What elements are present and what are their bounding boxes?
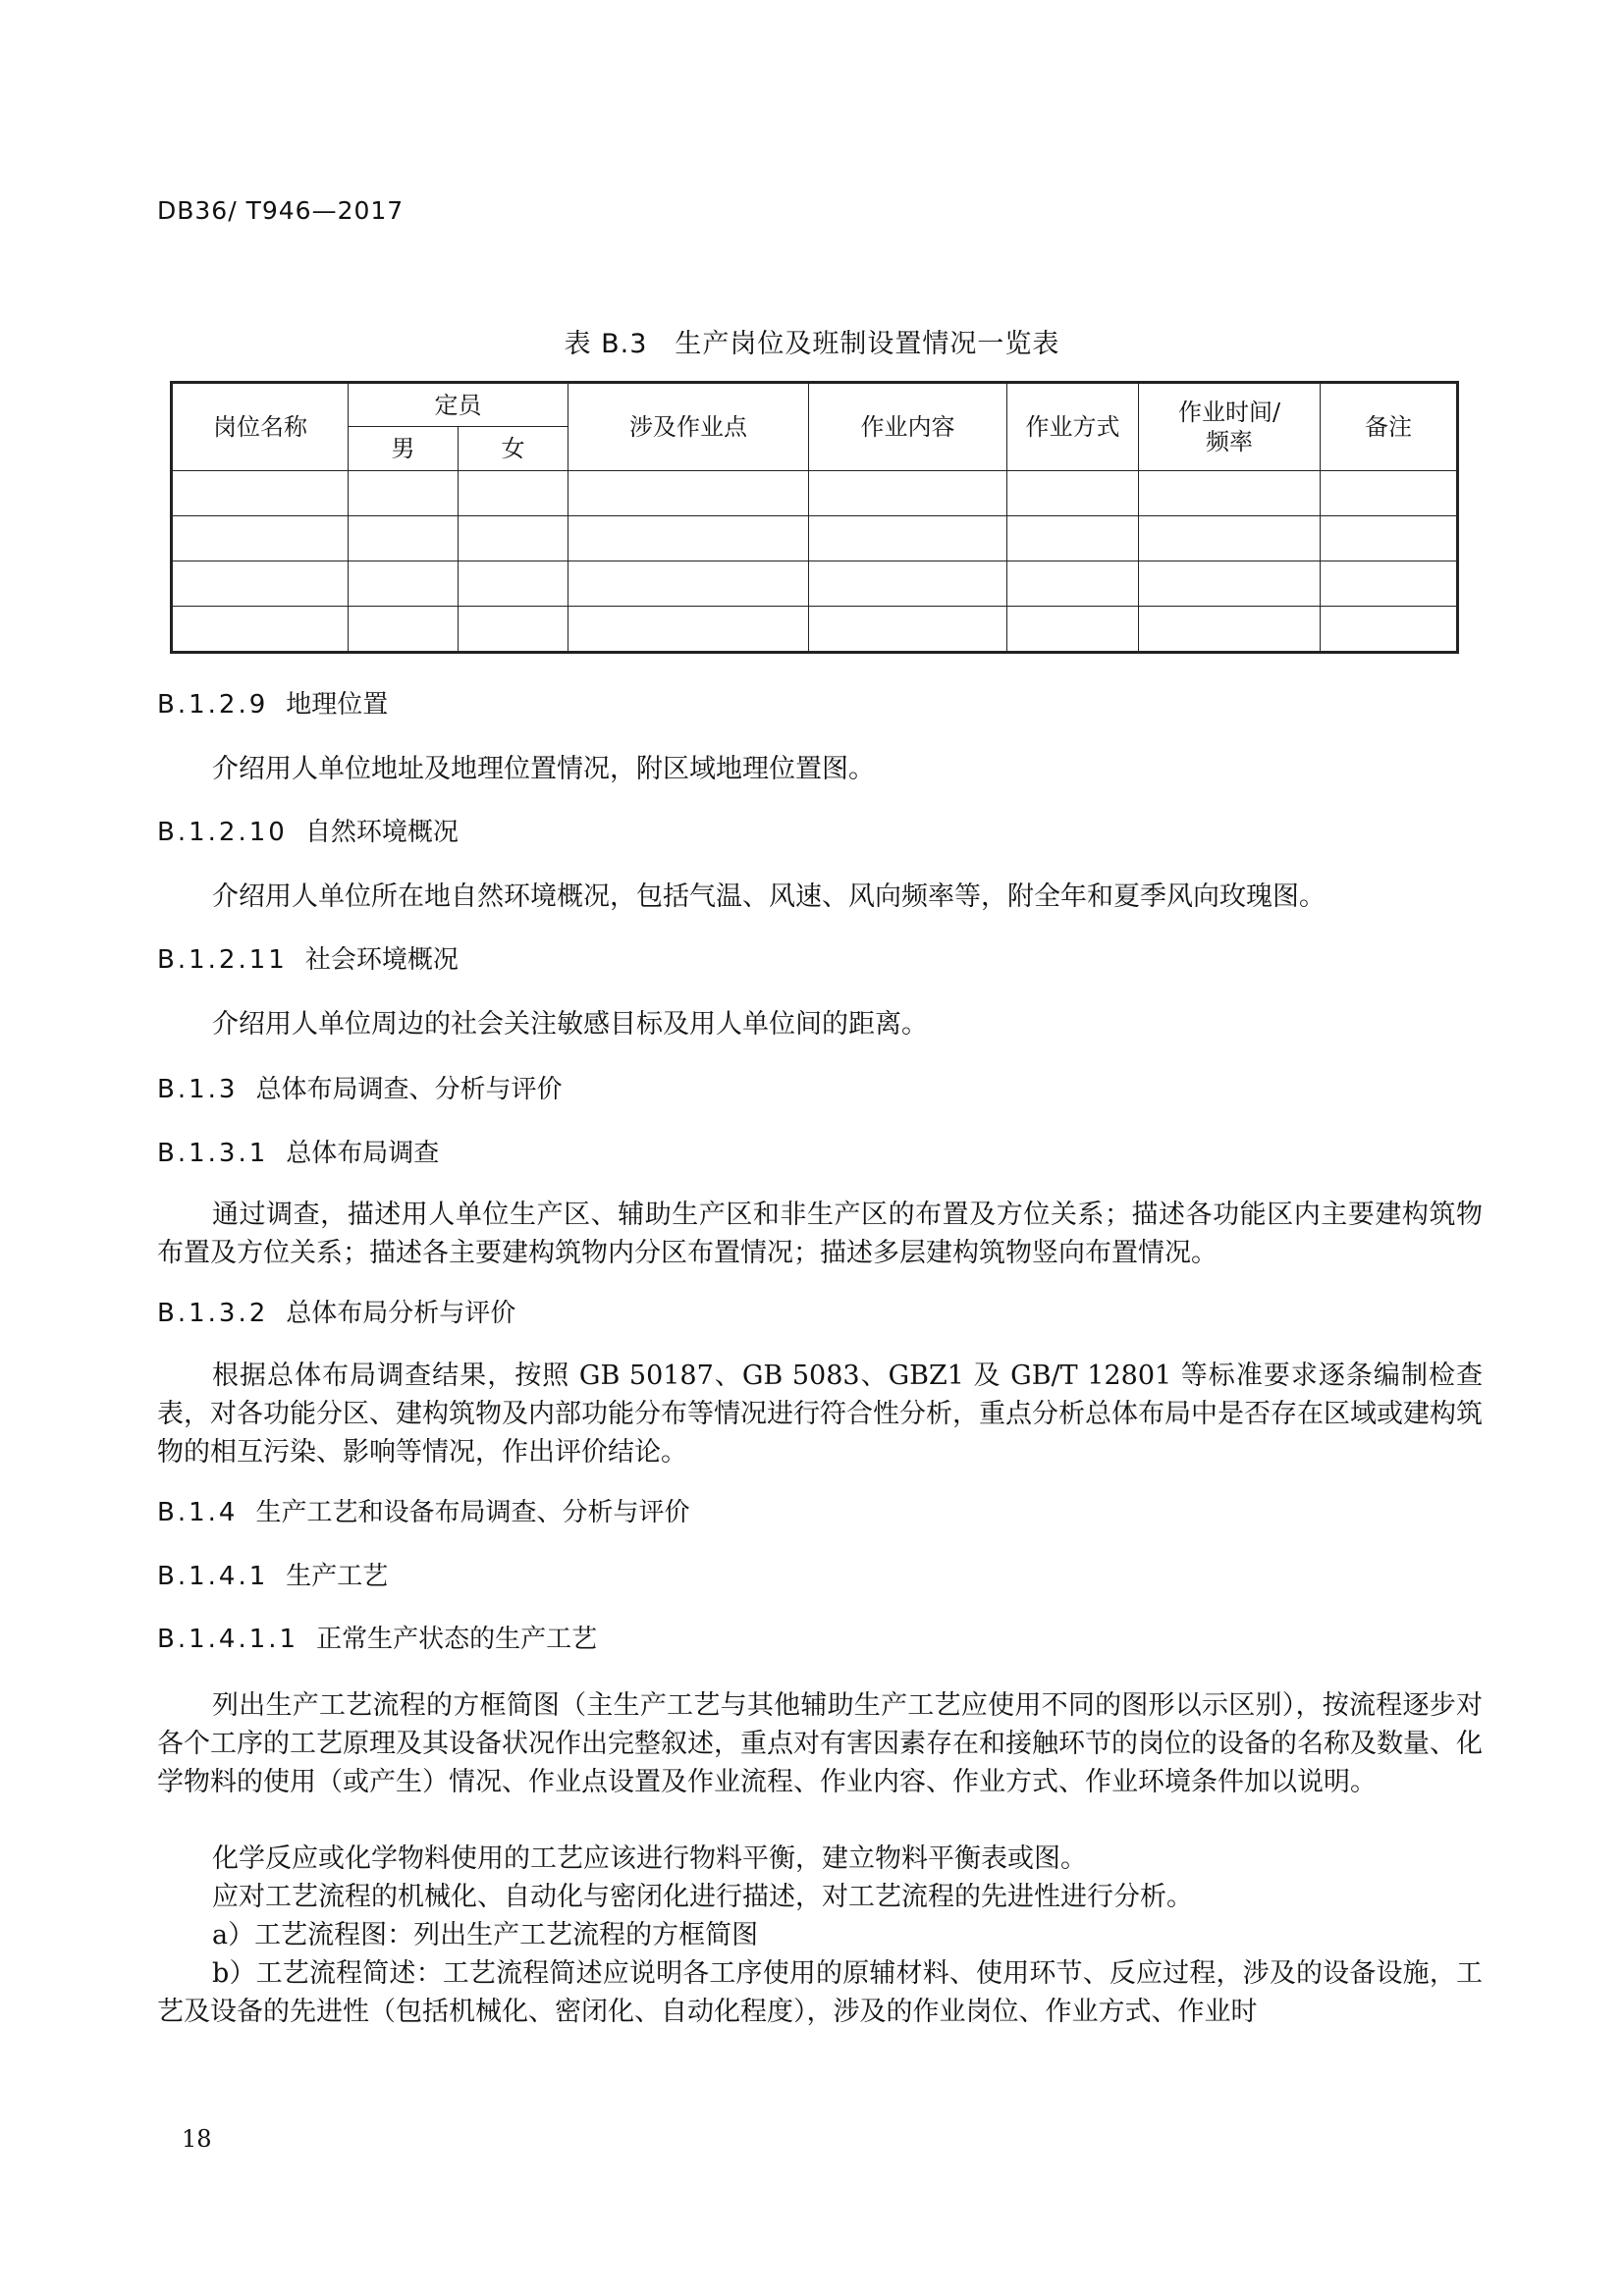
table-row xyxy=(172,607,1458,653)
header-work-mode: 作业方式 xyxy=(1007,383,1139,471)
section-heading: B.1.2.10 自然环境概况 xyxy=(157,818,459,847)
paragraph: 通过调查，描述用人单位生产区、辅助生产区和非生产区的布置及方位关系；描述各功能区内主要建构筑物布置及方位关系；描述各主要建构筑物内分区布置情况；描述多层建构筑物竖向布置情况。 xyxy=(157,1200,1483,1268)
section-heading: B.1.4.1.1 正常生产状态的生产工艺 xyxy=(157,1625,598,1654)
header-staffing: 定员 xyxy=(349,383,568,427)
header-female: 女 xyxy=(459,427,568,471)
paragraph: 介绍用人单位周边的社会关注敏感目标及用人单位间的距离。 xyxy=(212,1009,928,1040)
header-work-content: 作业内容 xyxy=(809,383,1007,471)
paragraph: 化学反应或化学物料使用的工艺应该进行物料平衡，建立物料平衡表或图。 xyxy=(212,1843,1087,1874)
table-title: 表 B.3 生产岗位及班制设置情况一览表 xyxy=(564,329,1060,359)
paragraph: b）工艺流程简述：工艺流程简述应说明各工序使用的原辅材料、使用环节、反应过程，涉及的设备设施，工艺及设备的先进性（包括机械化、密闭化、自动化程度），涉及的作业岗位、作业方式、作业时 xyxy=(157,1958,1483,2027)
section-heading: B.1.4 生产工艺和设备布局调查、分析与评价 xyxy=(157,1498,690,1527)
page-number: 18 xyxy=(182,2125,212,2153)
section-heading: B.1.3.1 总体布局调查 xyxy=(157,1139,440,1168)
header-male: 男 xyxy=(349,427,459,471)
section-heading: B.1.4.1 生产工艺 xyxy=(157,1562,389,1591)
section-heading: B.1.2.11 社会环境概况 xyxy=(157,945,459,975)
header-post-name: 岗位名称 xyxy=(172,383,349,471)
paragraph: 根据总体布局调查结果，按照 GB 50187、GB 5083、GBZ1 及 GB/T 12801 等标准要求逐条编制检查表，对各功能分区、建构筑物及内部功能分布等情况进行符合性分析，重点分析总体布局中是否存在区域或建构筑物的相互污染、影响等情况，作出评价结论。 xyxy=(157,1361,1483,1468)
document-code: DB36/ T946—2017 xyxy=(157,196,405,225)
paragraph: 介绍用人单位地址及地理位置情况，附区域地理位置图。 xyxy=(212,754,875,784)
section-heading: B.1.2.9 地理位置 xyxy=(157,690,389,720)
paragraph: 介绍用人单位所在地自然环境概况，包括气温、风速、风向频率等，附全年和夏季风向玫瑰图。 xyxy=(212,881,1326,912)
table-row xyxy=(172,471,1458,516)
paragraph: a）工艺流程图：列出生产工艺流程的方框简图 xyxy=(212,1920,759,1950)
paragraph: 列出生产工艺流程的方框简图（主生产工艺与其他辅助生产工艺应使用不同的图形以示区别），按流程逐步对各个工序的工艺原理及其设备状况作出完整叙述，重点对有害因素存在和接触环节的岗位的设备的名称及数量、化学物料的使用（或产生）情况、作业点设置及作业流程、作业内容、作业方式、作业环境条件加以说明。 xyxy=(157,1690,1483,1797)
header-work-points: 涉及作业点 xyxy=(568,383,809,471)
header-remarks: 备注 xyxy=(1321,383,1458,471)
table-row xyxy=(172,516,1458,561)
section-heading: B.1.3.2 总体布局分析与评价 xyxy=(157,1299,516,1328)
post-shift-table xyxy=(170,381,1459,654)
table-row xyxy=(172,561,1458,607)
header-work-time: 作业时间/频率 xyxy=(1139,383,1321,471)
paragraph: 应对工艺流程的机械化、自动化与密闭化进行描述，对工艺流程的先进性进行分析。 xyxy=(212,1882,1193,1912)
section-heading: B.1.3 总体布局调查、分析与评价 xyxy=(157,1075,563,1104)
